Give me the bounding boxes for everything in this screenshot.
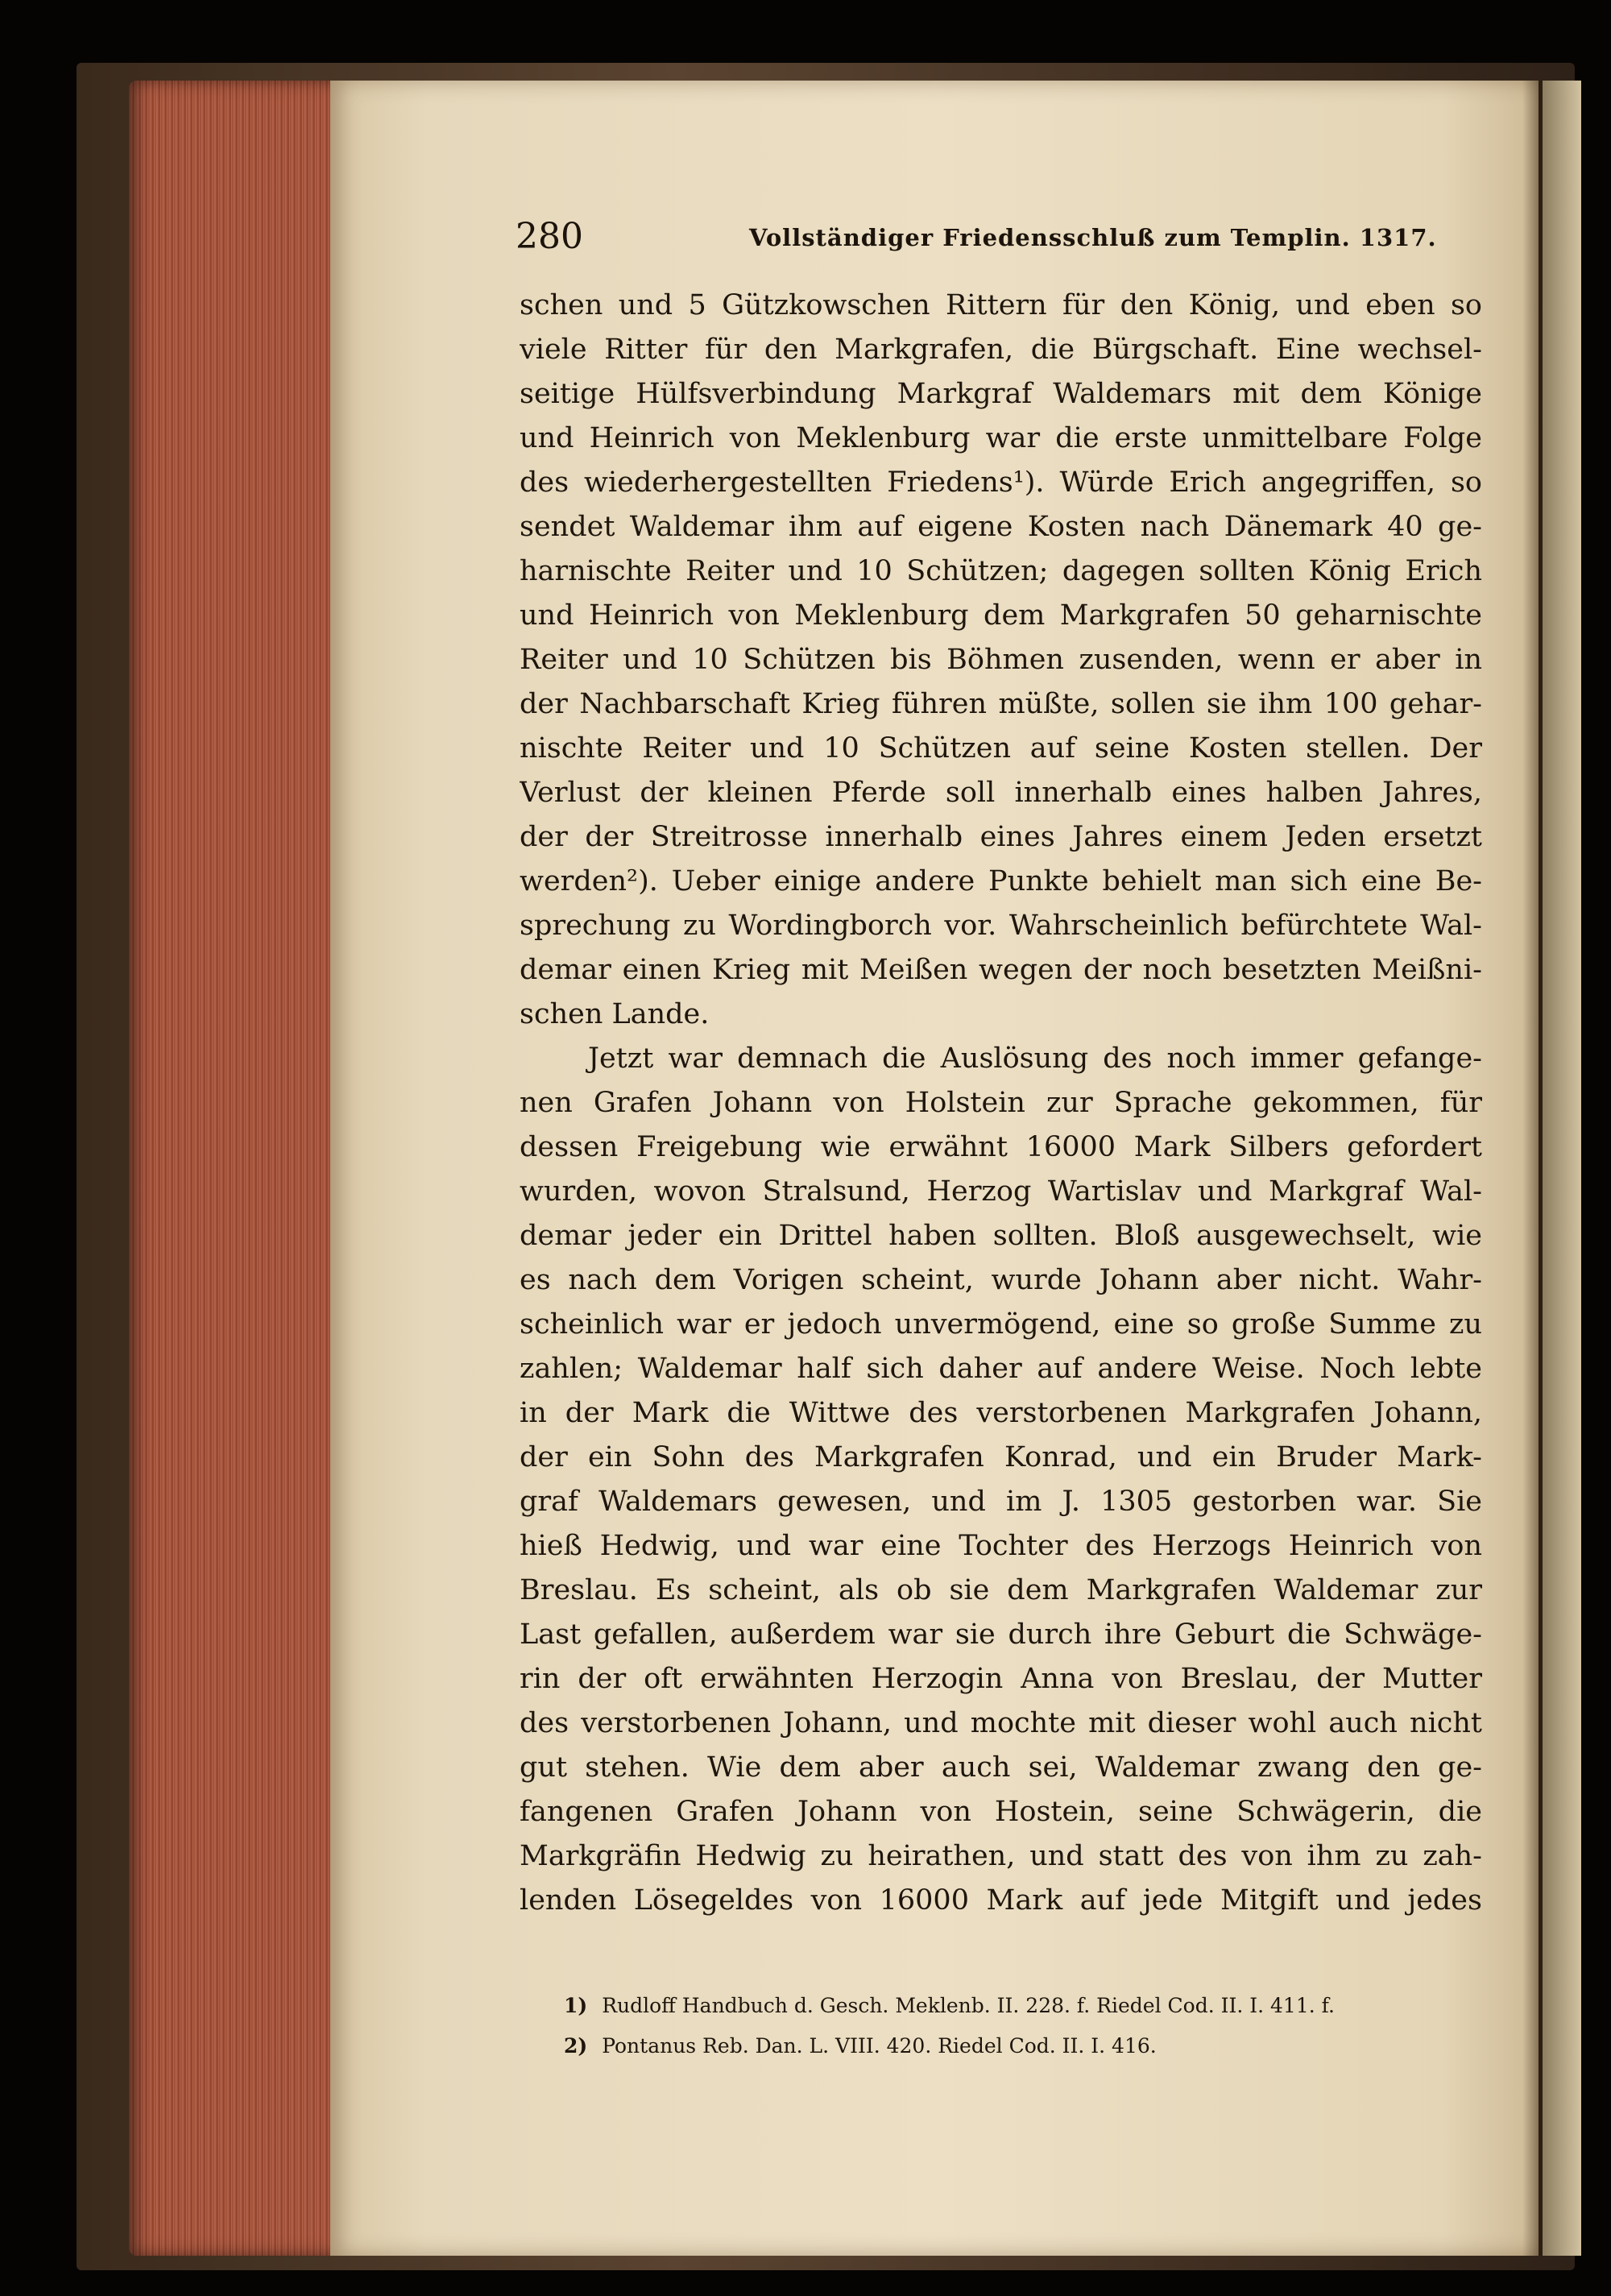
text-line: es nach dem Vorigen scheint, wurde Johann aber nicht. Wahr- bbox=[520, 1264, 1482, 1296]
text-line: Reiter und 10 Schützen bis Böhmen zusenden, wenn er aber in bbox=[520, 644, 1482, 676]
text-line: in der Mark die Wittwe des verstorbenen Markgrafen Johann, bbox=[520, 1397, 1482, 1429]
text-line: demar einen Krieg mit Meißen wegen der noch besetzten Meißni- bbox=[520, 954, 1482, 986]
footnote-text: Pontanus Reb. Dan. L. VIII. 420. Riedel Cod. II. I. 416. bbox=[602, 2034, 1157, 2058]
text-line: rin der oft erwähnten Herzogin Anna von Breslau, der Mutter bbox=[520, 1663, 1482, 1695]
text-line: schen und 5 Gützkowschen Rittern für den König, und eben so bbox=[520, 289, 1482, 321]
text-line: viele Ritter für den Markgrafen, die Bürgschaft. Eine wechsel- bbox=[520, 334, 1482, 366]
paragraph-1 bbox=[520, 284, 1482, 1037]
text-line: Breslau. Es scheint, als ob sie dem Markgrafen Waldemar zur bbox=[520, 1574, 1482, 1606]
footnotes bbox=[564, 1986, 1482, 2066]
paragraph-2 bbox=[520, 1037, 1482, 1923]
text-line: des verstorbenen Johann, und mochte mit dieser wohl auch nicht bbox=[520, 1707, 1482, 1739]
text-line: gut stehen. Wie dem aber auch sei, Waldemar zwang den ge- bbox=[520, 1751, 1482, 1784]
text-line: der ein Sohn des Markgrafen Konrad, und ein Bruder Mark- bbox=[520, 1441, 1482, 1473]
page-edges bbox=[129, 81, 338, 2256]
text-line: Last gefallen, außerdem war sie durch ihre Geburt die Schwäge- bbox=[520, 1618, 1482, 1651]
text-line: Verlust der kleinen Pferde soll innerhalb eines halben Jahres, bbox=[520, 777, 1482, 809]
text-line: der Nachbarschaft Krieg führen müßte, sollen sie ihm 100 gehar- bbox=[520, 688, 1482, 720]
body-text bbox=[520, 284, 1482, 1923]
footnote-mark: 2) bbox=[564, 2034, 588, 2058]
text-line: sprechung zu Wordingborch vor. Wahrscheinlich befürchtete Wal- bbox=[520, 910, 1482, 942]
text-line: sendet Waldemar ihm auf eigene Kosten nach Dänemark 40 ge- bbox=[520, 511, 1482, 543]
text-line: graf Waldemars gewesen, und im J. 1305 gestorben war. Sie bbox=[520, 1486, 1482, 1518]
text-line: Markgräfin Hedwig zu heirathen, und statt des von ihm zu zah- bbox=[520, 1840, 1482, 1872]
text-line: dessen Freigebung wie erwähnt 16000 Mark Silbers gefordert bbox=[520, 1131, 1482, 1163]
text-line: scheinlich war er jedoch unvermögend, eine so große Summe zu bbox=[520, 1308, 1482, 1341]
text-line: harnischte Reiter und 10 Schützen; dagegen sollten König Erich bbox=[520, 555, 1482, 587]
text-line: nischte Reiter und 10 Schützen auf seine Kosten stellen. Der bbox=[520, 732, 1482, 765]
text-line: demar jeder ein Drittel haben sollten. Bloß ausgewechselt, wie bbox=[520, 1220, 1482, 1252]
text-line: wurden, wovon Stralsund, Herzog Wartislav und Markgraf Wal- bbox=[520, 1175, 1482, 1208]
running-title: Vollständiger Friedensschluß zum Templin. 1317. bbox=[749, 224, 1437, 251]
text-line: und Heinrich von Meklenburg war die erste unmittelbare Folge bbox=[520, 422, 1482, 454]
next-page-edge bbox=[1543, 81, 1581, 2256]
footnote-2 bbox=[564, 2026, 1482, 2066]
text-line: fangenen Grafen Johann von Hostein, seine Schwägerin, die bbox=[520, 1796, 1482, 1828]
running-head bbox=[516, 216, 1494, 264]
text-line: der der Streitrosse innerhalb eines Jahres einem Jeden ersetzt bbox=[520, 821, 1482, 853]
page-number: 280 bbox=[516, 216, 583, 257]
text-line: schen Lande. bbox=[520, 998, 710, 1030]
text-line: seitige Hülfsverbindung Markgraf Waldemars mit dem Könige bbox=[520, 378, 1482, 410]
footnote-mark: 1) bbox=[564, 1994, 588, 2017]
footnote-text: Rudloff Handbuch d. Gesch. Meklenb. II. 228. f. Riedel Cod. II. I. 411. f. bbox=[602, 1994, 1335, 2017]
text-line: werden²). Ueber einige andere Punkte behielt man sich eine Be- bbox=[520, 865, 1482, 897]
text-line: des wiederhergestellten Friedens¹). Würde Erich angegriffen, so bbox=[520, 466, 1482, 499]
text-line: hieß Hedwig, und war eine Tochter des Herzogs Heinrich von bbox=[520, 1530, 1482, 1562]
text-line: nen Grafen Johann von Holstein zur Sprache gekommen, für bbox=[520, 1087, 1482, 1119]
text-line: Jetzt war demnach die Auslösung des noch immer gefange- bbox=[588, 1042, 1482, 1075]
text-line: und Heinrich von Meklenburg dem Markgrafen 50 geharnischte bbox=[520, 599, 1482, 632]
text-line: zahlen; Waldemar half sich daher auf andere Weise. Noch lebte bbox=[520, 1353, 1482, 1385]
text-line: lenden Lösegeldes von 16000 Mark auf jede Mitgift und jedes bbox=[520, 1884, 1482, 1917]
footnote-1 bbox=[564, 1986, 1482, 2026]
